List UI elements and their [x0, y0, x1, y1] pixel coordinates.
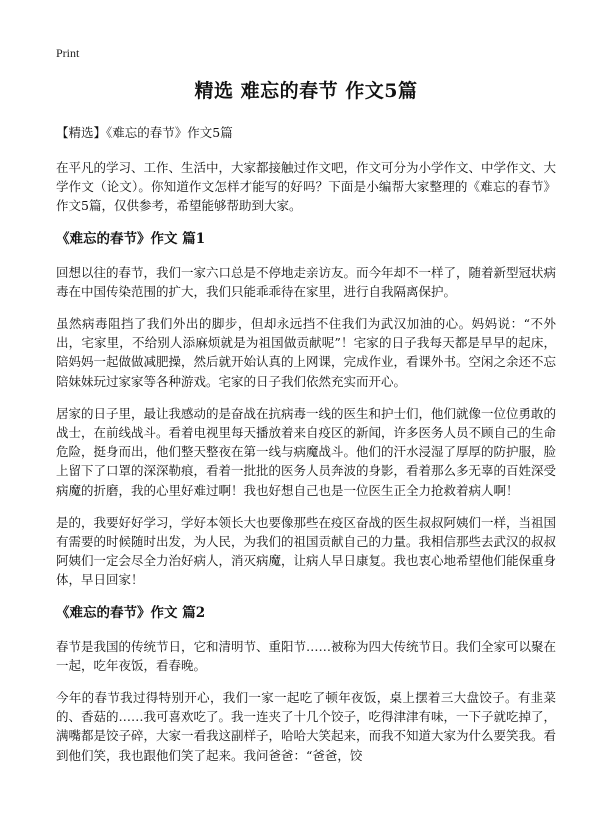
document-page: [56, 78, 556, 778]
section-heading-2: 《难忘的春节》作文 篇2: [56, 604, 206, 621]
section-heading-1: 《难忘的春节》作文 篇1: [56, 230, 206, 247]
intro-line: 【精选】《难忘的春节》作文5篇: [56, 125, 233, 140]
section-1-paragraph-3: 居家的日子里，最让我感动的是奋战在抗病毒一线的医生和护士们，他们就像一位位勇敢的战士，在前线战斗。看着电视里每天播放着来自疫区的新闻，许多医务人员不顾自己的生命危险，挺身而出，他们整天整夜在第一线与病魔战斗。他们的汗水浸湿了厚厚的防护服，脸上留下了口罩的深深勒痕，看着一批批的医务人员奔波的身影，看着那么多无辜的百姓深受病魔的折磨，我的心里好难过啊！我也好想自己也是一位医生正全力抢救着病人啊！: [56, 405, 557, 498]
page-title: 精选 难忘的春节 作文5篇: [194, 80, 418, 102]
section-2-paragraph-2: 今年的春节我过得特别开心，我们一家一起吃了顿年夜饭，桌上摆着三大盘饺子。有韭菜的、香菇的……我可喜欢吃了。我一连夹了十几个饺子，吃得津津有味，一下子就吃掉了，满嘴都是饺子碎，大家一看我这副样子，哈哈大笑起来，而我不知道大家为什么要笑我。看到他们笑，我也跟他们笑了起来。我问爸爸：“爸爸，饺: [56, 690, 557, 763]
section-1-paragraph-1: 回想以往的春节，我们一家六口总是不停地走亲访友。而今年却不一样了，随着新型冠状病毒在中国传染范围的扩大，我们只能乖乖待在家里，进行自我隔离保护。: [56, 264, 557, 299]
section-1-paragraph-2: 虽然病毒阻挡了我们外出的脚步，但却永远挡不住我们为武汉加油的心。妈妈说：“不外出，宅家里，不给别人添麻烦就是为祖国做贡献呢”！宅家的日子我每天都是早早的起床，陪妈妈一起做做减肥操，然后就开始认真的上网课，完成作业，看课外书。空闲之余还不忘陪妹妹玩过家家等各种游戏。宅家的日子我们依然充实而开心。: [56, 316, 557, 389]
intro-paragraph: 在平凡的学习、工作、生活中，大家都接触过作文吧，作文可分为小学作文、中学作文、大学作文（论文）。你知道作文怎样才能写的好吗？下面是小编帮大家整理的《难忘的春节》作文5篇，仅供参考，希望能够帮助到大家。: [56, 160, 557, 214]
print-link[interactable]: Print: [56, 46, 80, 60]
section-1-paragraph-4: 是的，我要好好学习，学好本领长大也要像那些在疫区奋战的医生叔叔阿姨们一样，当祖国有需要的时候随时出发，为人民，为我们的祖国贡献自己的力量。我相信那些去武汉的叔叔阿姨们一定会尽全力治好病人，消灭病魔，让病人早日康复。我也衷心地希望他们能保重身体，早日回家！: [56, 514, 557, 588]
section-2-paragraph-1: 春节是我国的传统节日，它和清明节、重阳节……被称为四大传统节日。我们全家可以聚在一起，吃年夜饭，看春晚。: [56, 638, 557, 673]
